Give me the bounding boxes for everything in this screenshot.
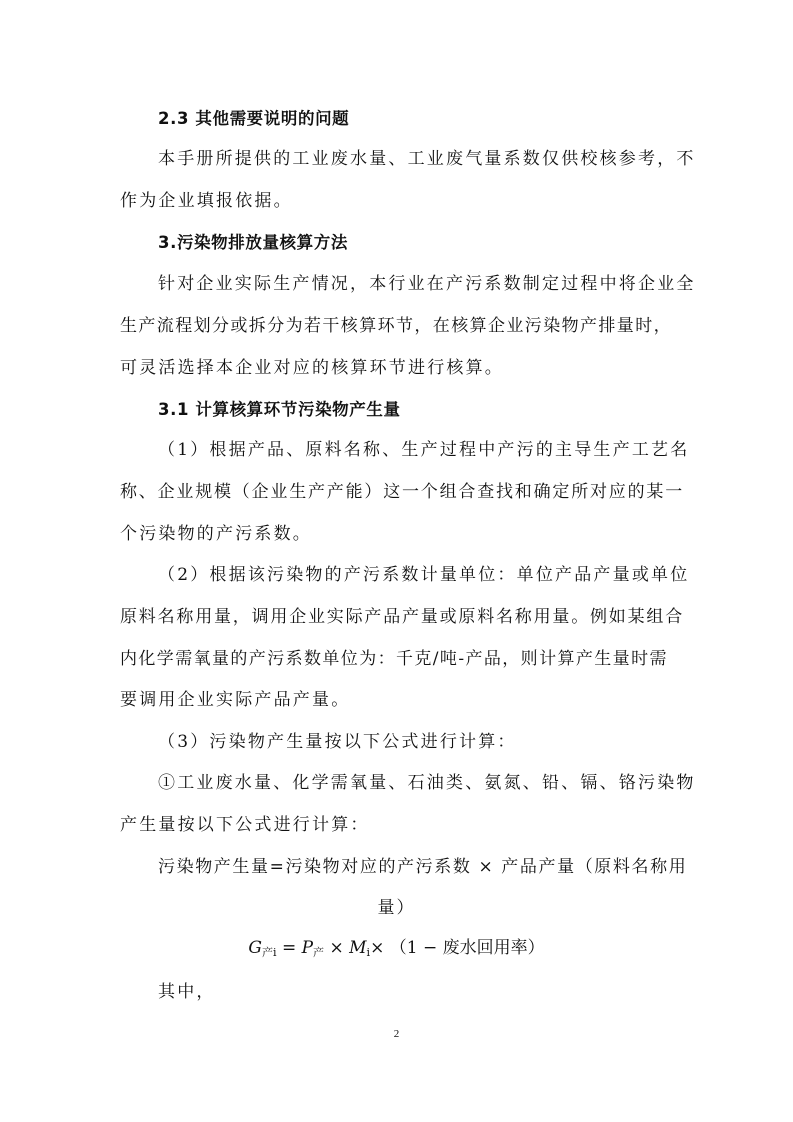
item-2-line: 原料名称用量，调用企业实际产品产量或原料名称用量。例如某组合 [120, 607, 684, 627]
paragraph-line: 生产流程划分或拆分为若干核算环节，在核算企业污染物产排量时， [120, 316, 672, 336]
formula-m: M [349, 938, 367, 958]
formula [0, 935, 793, 966]
formula-g-sub: 产i [262, 946, 277, 959]
formula-g: G [248, 938, 262, 958]
section-2-3-heading: 2.3 其他需要说明的问题 [158, 109, 350, 128]
formula-text-line: 污染物产生量=污染物对应的产污系数 × 产品产量（原料名称用 [158, 857, 688, 877]
formula-m-sub: i [366, 946, 371, 959]
formula-equals: = [281, 938, 297, 958]
item-1-line: 个污染物的产污系数。 [120, 524, 312, 544]
sub-item-1-line: ①工业废水量、化学需氧量、石油类、氨氮、铅、镉、铬污染物 [158, 773, 696, 793]
paragraph-line: 针对企业实际生产情况，本行业在产污系数制定过程中将企业全 [158, 274, 696, 294]
item-1-line: 称、企业规模（企业生产产能）这一个组合查找和确定所对应的某一 [120, 482, 684, 502]
formula-tail: （1 − 废水回用率） [389, 938, 545, 958]
item-2-line: 要调用企业实际产品产量。 [120, 690, 351, 710]
formula-times: × [370, 938, 385, 958]
item-2-line: （2）根据该污染物的产污系数计量单位：单位产品产量或单位 [158, 565, 690, 585]
paragraph-line: 本手册所提供的工业废水量、工业废气量系数仅供校核参考，不 [158, 149, 696, 169]
formula-text-line: 量） [377, 898, 416, 918]
formula-p-sub: 产 [313, 946, 325, 959]
item-3-line: （3）污染物产生量按以下公式进行计算： [158, 732, 517, 752]
section-3-heading: 3.污染物排放量核算方法 [158, 233, 348, 252]
section-3-1-heading: 3.1 计算核算环节污染物产生量 [158, 400, 401, 419]
item-1-line: （1）根据产品、原料名称、生产过程中产污的主导生产工艺名 [158, 440, 690, 460]
where-label: 其中， [158, 982, 216, 1002]
paragraph-line: 可灵活选择本企业对应的核算环节进行核算。 [120, 358, 504, 378]
page-number: 2 [393, 1028, 400, 1040]
paragraph-line: 作为企业填报依据。 [120, 191, 293, 211]
sub-item-1-line: 产生量按以下公式进行计算： [120, 815, 370, 835]
item-2-line: 内化学需氧量的产污系数单位为：千克/吨-产品，则计算产生量时需 [120, 649, 668, 669]
formula-times: × [329, 938, 344, 958]
formula-p: P [301, 938, 314, 958]
